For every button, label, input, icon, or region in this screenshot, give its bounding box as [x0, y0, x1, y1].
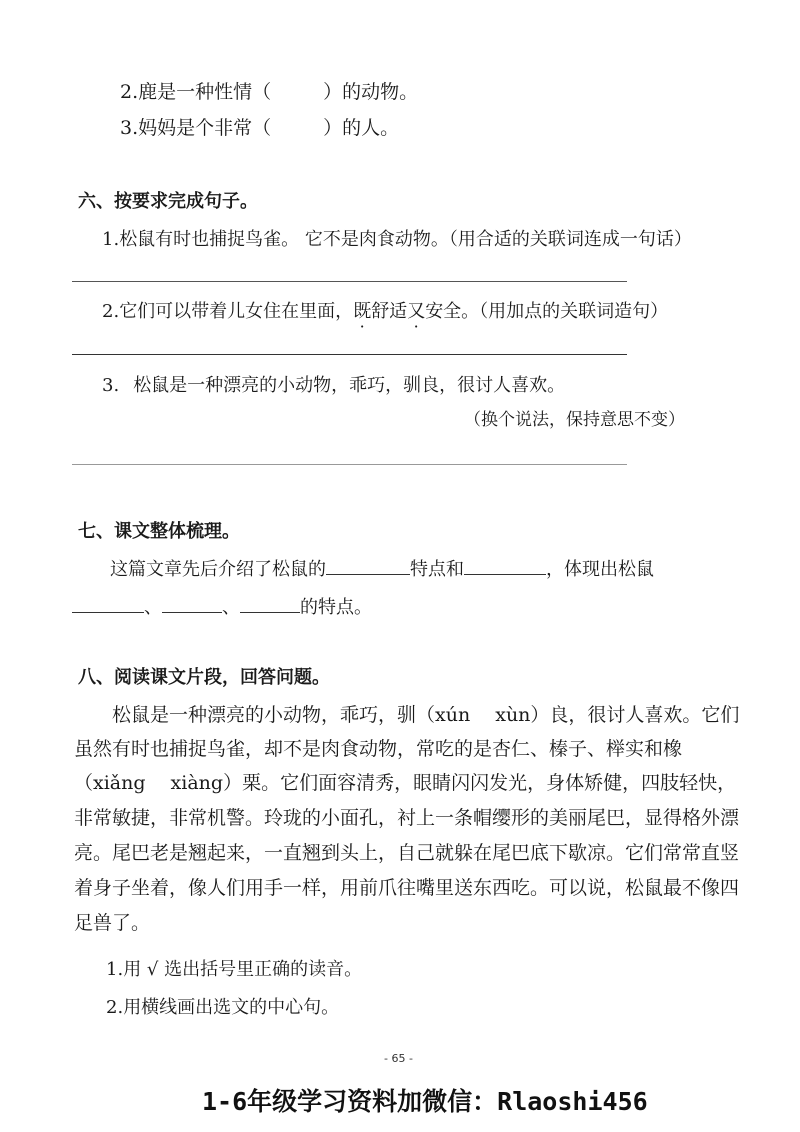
s6-question-3: [102, 374, 565, 398]
question-text-after: ）的动物。: [323, 81, 419, 103]
passage-line: 松鼠是一种漂亮的小动物，乖巧，驯（xún xùn）良，很讨人喜欢。它们: [112, 704, 740, 726]
text: ，体现出松鼠: [546, 559, 654, 580]
question-text-before: 鹿是一种性情（: [138, 81, 272, 103]
section-6-title: 六、按要求完成句子。: [78, 191, 258, 212]
question-text: 用 √ 选出括号里正确的读音。: [123, 959, 363, 980]
question-number: 2.: [106, 997, 124, 1018]
s6-answer-line-3[interactable]: [72, 464, 627, 465]
question-number: 2.: [120, 81, 139, 103]
passage-line: 足兽了。: [74, 912, 151, 934]
s6-answer-line-2[interactable]: [72, 354, 627, 355]
text: 的特点。: [300, 597, 372, 618]
question-text: 松鼠是一种漂亮的小动物，乖巧，驯良，很讨人喜欢。: [133, 375, 566, 396]
text: 这篇文章先后介绍了松鼠的: [110, 559, 326, 580]
question-text-part: 安全。（用加点的关联词造句）: [425, 301, 669, 322]
question-text-after: ）的人。: [323, 117, 400, 139]
s6-question-1: [102, 228, 692, 252]
fill-blank[interactable]: [162, 594, 222, 613]
question-text-part: 舒适: [371, 301, 408, 322]
fill-blank[interactable]: [326, 556, 410, 575]
s8-question-1: [106, 958, 362, 982]
question-number: 1.: [102, 229, 120, 250]
emphasis-dot-char: 又: [407, 301, 426, 322]
s6-question-3-note: （换个说法，保持意思不变）: [464, 410, 685, 430]
s8-question-2: [106, 996, 339, 1020]
question-number: 2.: [102, 301, 120, 322]
passage-line: 亮。尾巴老是翘起来，一直翘到头上，自己就躲在尾巴底下歇凉。它们常常直竖: [74, 842, 740, 864]
fill-blank[interactable]: [72, 594, 144, 613]
question-text: 用横线画出选文的中心句。: [123, 997, 340, 1018]
separator: 、: [144, 597, 162, 618]
question-number: 1.: [106, 959, 124, 980]
question-number: 3.: [120, 117, 139, 139]
question-text-part: 它们可以带着儿女住在里面，: [119, 301, 354, 322]
section-7-title: 七、课文整体梳理。: [78, 521, 240, 542]
separator: 、: [222, 597, 240, 618]
text: 特点和: [410, 559, 464, 580]
s6-question-2: [102, 300, 668, 324]
question-2-line: [120, 80, 418, 104]
footer-banner: 1-6年级学习资料加微信：Rlaoshi456: [202, 1087, 648, 1116]
s6-answer-line-1[interactable]: [72, 281, 627, 282]
fill-blank[interactable]: [464, 556, 546, 575]
question-3-line: [120, 116, 399, 140]
passage-line: 着身子坐着，像人们用手一样，用前爪往嘴里送东西吃。可以说，松鼠最不像四: [74, 877, 740, 899]
question-text-before: 妈妈是个非常（: [138, 117, 272, 139]
passage-line: （xiǎng xiàng）栗。它们面容清秀，眼睛闪闪发光，身体矫健，四肢轻快，: [74, 772, 737, 794]
fill-blank[interactable]: [240, 594, 300, 613]
passage-line: 非常敏捷，非常机警。玲珑的小面孔，衬上一条帽缨形的美丽尾巴，显得格外漂: [74, 807, 740, 829]
s7-line-1: [110, 556, 654, 582]
s7-line-2: [72, 594, 372, 620]
passage-line: 虽然有时也捕捉鸟雀，却不是肉食动物，常吃的是杏仁、榛子、榉实和橡: [74, 738, 683, 760]
question-number: 3.: [102, 375, 120, 396]
page-number: - 65 -: [384, 1052, 413, 1065]
section-8-title: 八、阅读课文片段，回答问题。: [78, 667, 330, 688]
question-text: 松鼠有时也捕捉鸟雀。 它不是肉食动物。（用合适的关联词连成一句话）: [119, 229, 692, 250]
emphasis-dot-char: 既: [353, 301, 372, 322]
